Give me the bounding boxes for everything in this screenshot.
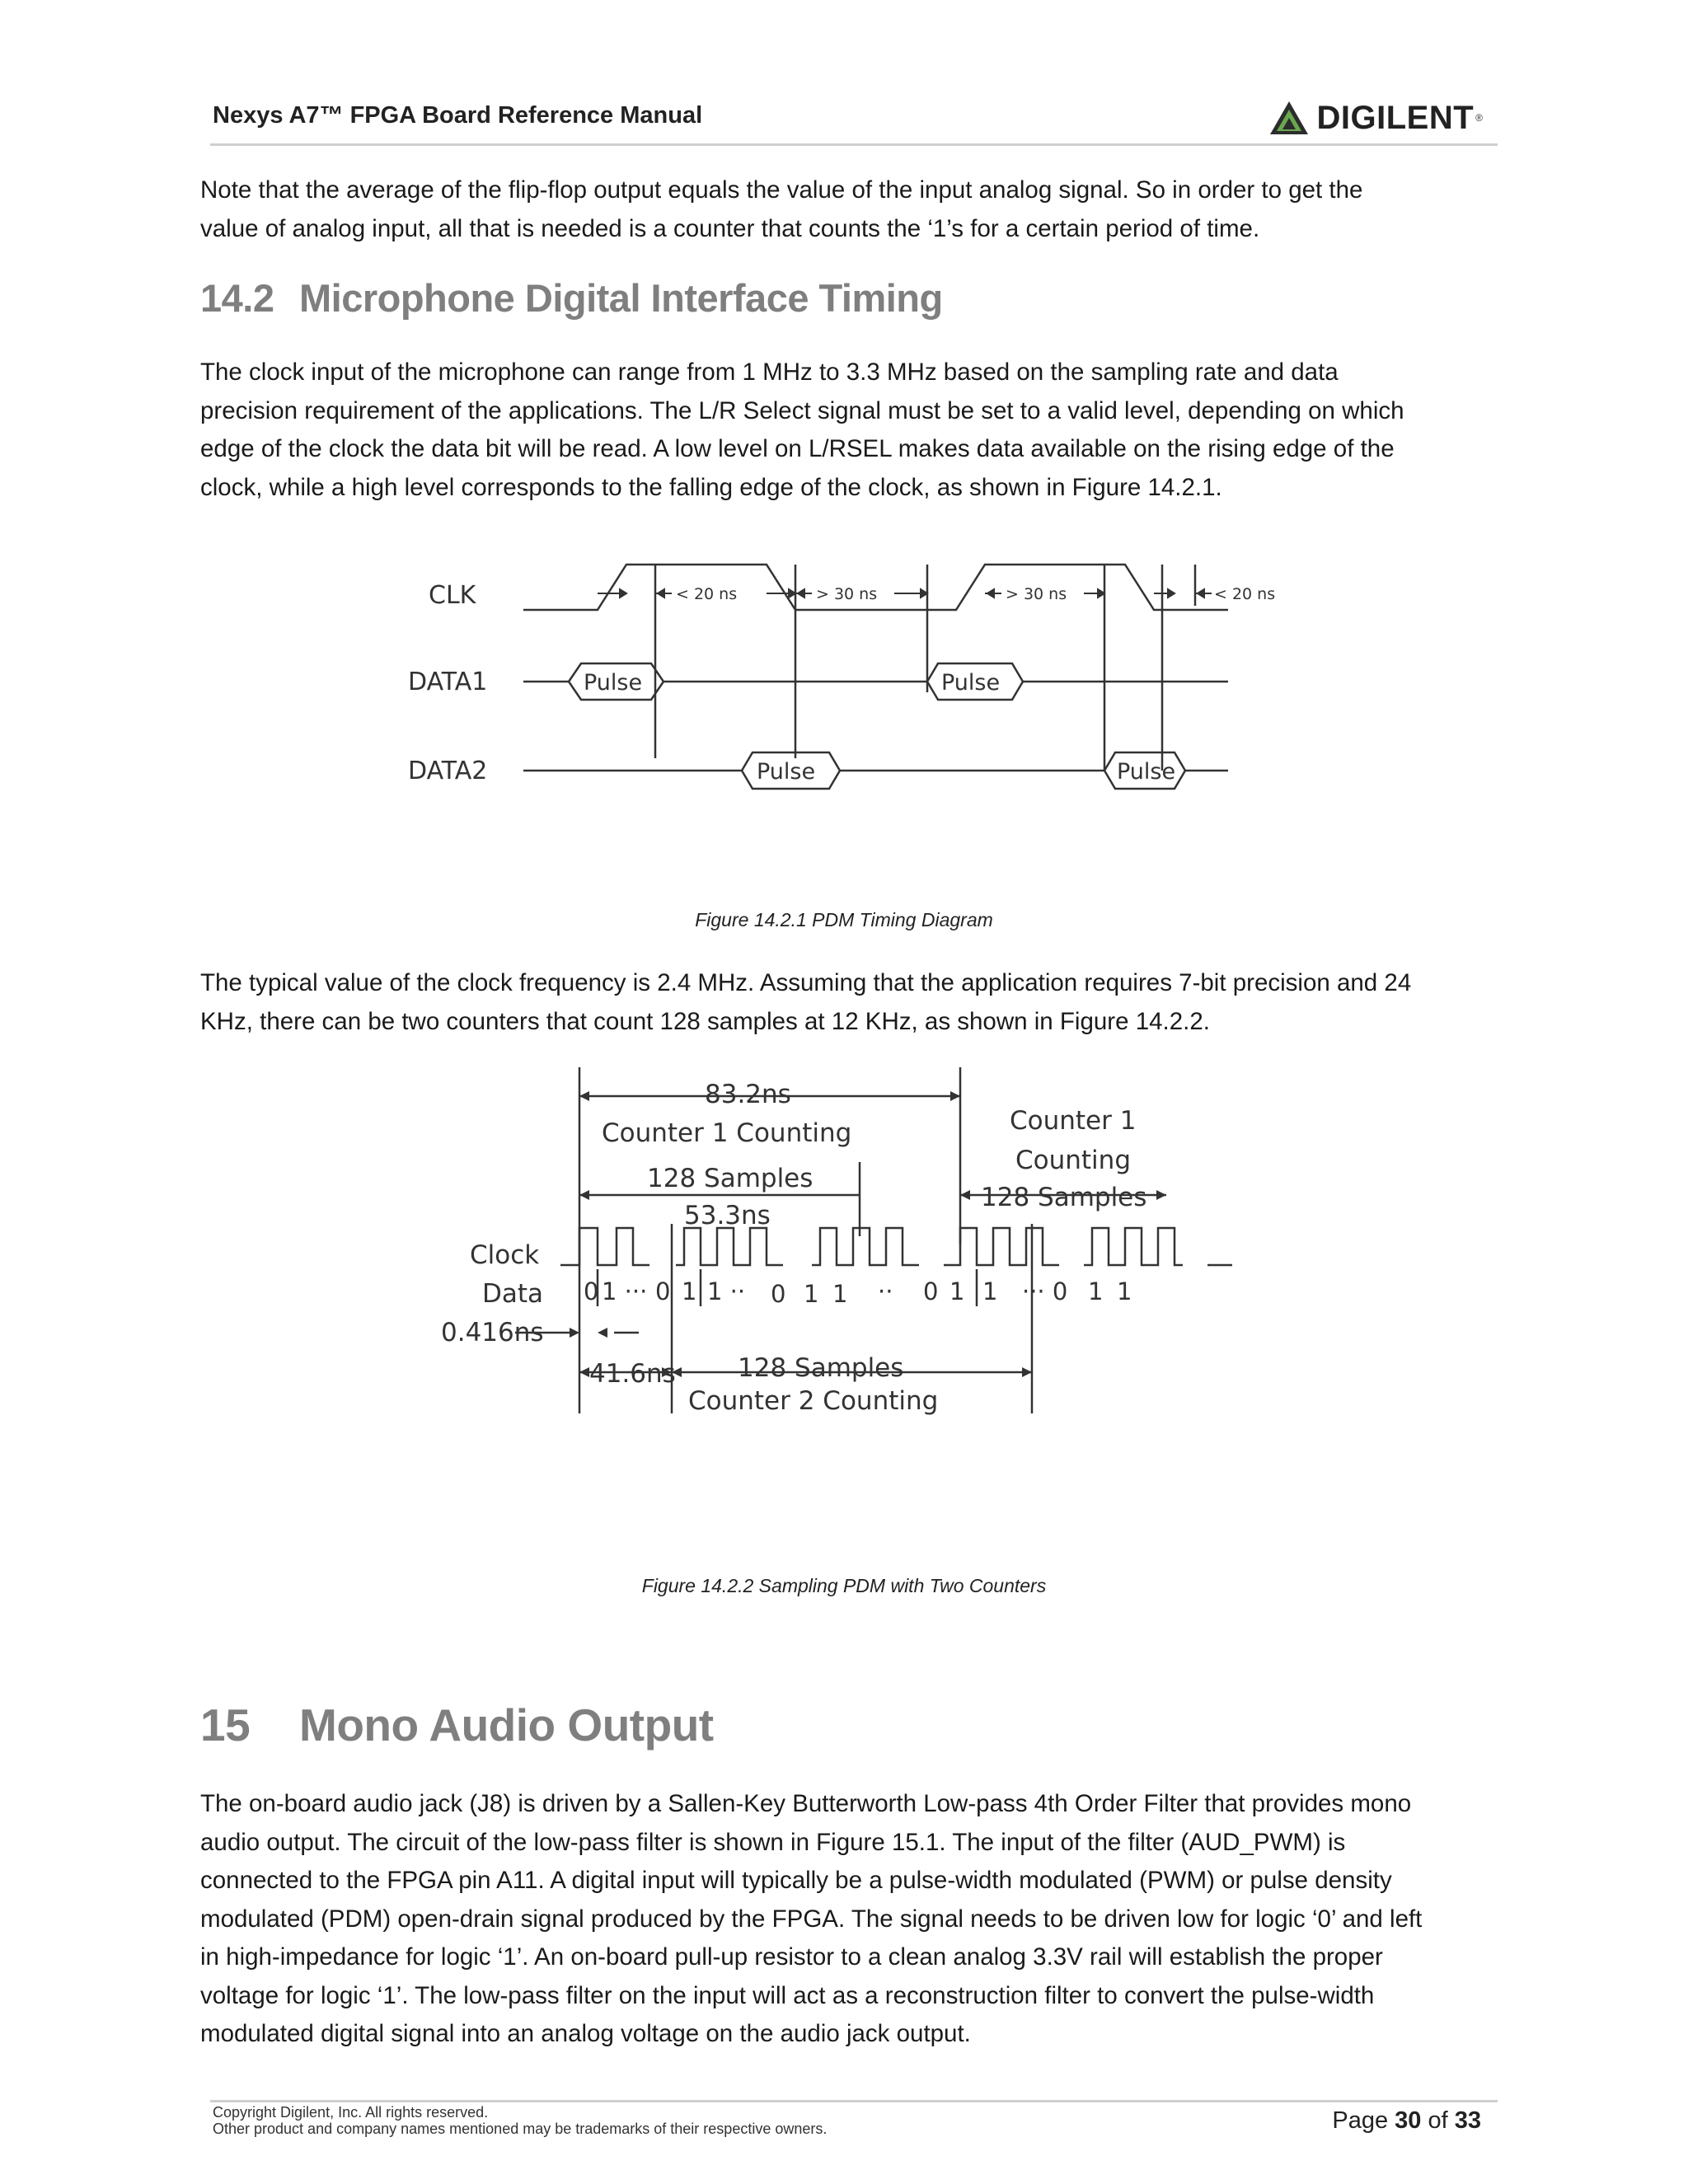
text-line: edge of the clock the data bit will be read. A low level on L/RSEL makes data available on the rising edge of the bbox=[200, 435, 1395, 462]
label-clock: Clock bbox=[470, 1240, 540, 1270]
sampling-diagram-svg bbox=[429, 1059, 1253, 1430]
text-line: in high-impedance for logic ‘1’. An on-board pull-up resistor to a clean analog 3.3V rail will establish the proper bbox=[200, 1943, 1383, 1971]
copyright-text: Copyright Digilent, Inc. All rights reserved. bbox=[213, 2104, 489, 2121]
data-bit: 0 bbox=[771, 1280, 786, 1308]
registered-mark: ® bbox=[1475, 112, 1483, 124]
timing-label: < 20 ns bbox=[1214, 585, 1276, 603]
data-bit: 1 ·· bbox=[707, 1277, 746, 1305]
timing-label: > 30 ns bbox=[816, 585, 878, 603]
digilent-triangle-icon bbox=[1268, 100, 1310, 136]
data-bit: 1 bbox=[982, 1277, 998, 1305]
text-line: modulated digital signal into an analog voltage on the audio jack output. bbox=[200, 2020, 971, 2047]
signal-label-data1: DATA1 bbox=[408, 668, 488, 696]
timing-diagram-svg bbox=[387, 544, 1294, 874]
label-53-3ns: 53.3ns bbox=[684, 1201, 771, 1230]
text-line: connected to the FPGA pin A11. A digital input will typically be a pulse-width modulated (PWM) or pulse density bbox=[200, 1867, 1392, 1894]
data-bit: 0 bbox=[655, 1277, 671, 1305]
data-bit: ··· 0 bbox=[1022, 1277, 1068, 1305]
figure-caption: Figure 14.2.1 PDM Timing Diagram bbox=[695, 909, 993, 930]
page-current: 30 bbox=[1395, 2107, 1422, 2134]
label-period: 83.2ns bbox=[705, 1080, 791, 1109]
page-header bbox=[210, 97, 1498, 146]
page-word: Page bbox=[1332, 2107, 1389, 2134]
text-line: KHz, there can be two counters that count 128 samples at 12 KHz, as shown in Figure 14.2.2. bbox=[200, 1007, 1210, 1035]
section-title: Mono Audio Output bbox=[299, 1699, 714, 1750]
page-footer bbox=[210, 2100, 1498, 2137]
label-counter1-right-b: Counting bbox=[1015, 1146, 1131, 1175]
text-line: The clock input of the microphone can range from 1 MHz to 3.3 MHz based on the sampling rate and data bbox=[200, 359, 1339, 386]
data-bit: 0 bbox=[923, 1277, 939, 1305]
text-line: audio output. The circuit of the low-pass filter is shown in Figure 15.1. The input of the filter (AUD_PWM) is bbox=[200, 1828, 1346, 1856]
data-bit: ·· bbox=[878, 1277, 893, 1305]
page-number bbox=[1332, 2107, 1481, 2135]
data-bit: 1 bbox=[1117, 1277, 1132, 1305]
pulse-label: Pulse bbox=[941, 670, 1001, 696]
page-total: 33 bbox=[1454, 2107, 1481, 2134]
text-line: value of analog input, all that is needed is a counter that counts the ‘1’s for a certain period of time. bbox=[200, 214, 1260, 242]
timing-label: < 20 ns bbox=[676, 585, 738, 603]
logo-text: DIGILENT bbox=[1316, 99, 1475, 136]
label-0-416ns: 0.416ns bbox=[441, 1318, 544, 1347]
pdm-timing-diagram bbox=[387, 544, 1294, 878]
intro-paragraph bbox=[200, 171, 1486, 248]
data-bit: 0 bbox=[584, 1277, 599, 1305]
data-bit: 1 bbox=[950, 1277, 965, 1305]
pulse-label: Pulse bbox=[1117, 759, 1176, 785]
manual-title: Nexys A7™ FPGA Board Reference Manual bbox=[213, 102, 703, 129]
section-heading-15 bbox=[200, 1699, 714, 1751]
section-title: Microphone Digital Interface Timing bbox=[299, 276, 943, 320]
text-line: voltage for logic ‘1’. The low-pass filter on the input will act as a reconstruction filter to convert the pulse-width bbox=[200, 1981, 1375, 2009]
data-bit: 1 bbox=[682, 1277, 697, 1305]
label-counter1-counting: Counter 1 Counting bbox=[602, 1118, 852, 1148]
signal-label-clk: CLK bbox=[429, 581, 476, 610]
pulse-label: Pulse bbox=[584, 670, 643, 696]
section-heading-14-2 bbox=[200, 275, 943, 321]
label-samples-a: 128 Samples bbox=[647, 1164, 814, 1193]
label-samples-c: 128 Samples bbox=[738, 1353, 904, 1383]
section-number: 14.2 bbox=[200, 276, 274, 320]
data-bit: 1 bbox=[804, 1280, 819, 1308]
text-line: Note that the average of the flip-flop output equals the value of the input analog signal. So in order to get the bbox=[200, 176, 1363, 204]
timing-label: > 30 ns bbox=[1006, 585, 1067, 603]
sampling-pdm-diagram bbox=[429, 1059, 1253, 1434]
data-bit: 1 bbox=[1088, 1277, 1104, 1305]
text-line: precision requirement of the applications. The L/R Select signal must be set to a valid level, depending on which bbox=[200, 396, 1404, 424]
section-number: 15 bbox=[200, 1699, 251, 1750]
label-counter1-right-a: Counter 1 bbox=[1010, 1106, 1137, 1136]
label-samples-b: 128 Samples bbox=[981, 1183, 1147, 1212]
section-14-2-paragraph bbox=[200, 354, 1486, 507]
label-counter2-counting: Counter 2 Counting bbox=[688, 1386, 939, 1416]
text-line: The on-board audio jack (J8) is driven by a Sallen-Key Butterworth Low-pass 4th Order Filter that provides mono bbox=[200, 1790, 1412, 1817]
digilent-logo bbox=[1268, 97, 1483, 138]
pulse-label: Pulse bbox=[757, 759, 816, 785]
section-15-paragraph bbox=[200, 1785, 1486, 2054]
data-bit: 1 ··· bbox=[602, 1277, 648, 1305]
label-41-6ns: 41.6ns bbox=[589, 1359, 676, 1389]
signal-label-data2: DATA2 bbox=[408, 757, 488, 785]
text-line: modulated (PDM) open-drain signal produced by the FPGA. The signal needs to be driven low for logic ‘0’ and left bbox=[200, 1905, 1423, 1933]
text-line: clock, while a high level corresponds to the falling edge of the clock, as shown in Figure 14.2.1. bbox=[200, 473, 1222, 501]
trademark-text: Other product and company names mentioned may be trademarks of their respective owners. bbox=[213, 2121, 828, 2137]
section-14-2-paragraph-2 bbox=[200, 964, 1486, 1041]
text-line: The typical value of the clock frequency is 2.4 MHz. Assuming that the application requires 7-bit precision and 24 bbox=[200, 969, 1412, 996]
figure-caption: Figure 14.2.2 Sampling PDM with Two Counters bbox=[641, 1575, 1047, 1596]
page-of: of bbox=[1428, 2107, 1448, 2134]
label-data: Data bbox=[482, 1279, 544, 1309]
data-bit: 1 bbox=[832, 1280, 848, 1308]
